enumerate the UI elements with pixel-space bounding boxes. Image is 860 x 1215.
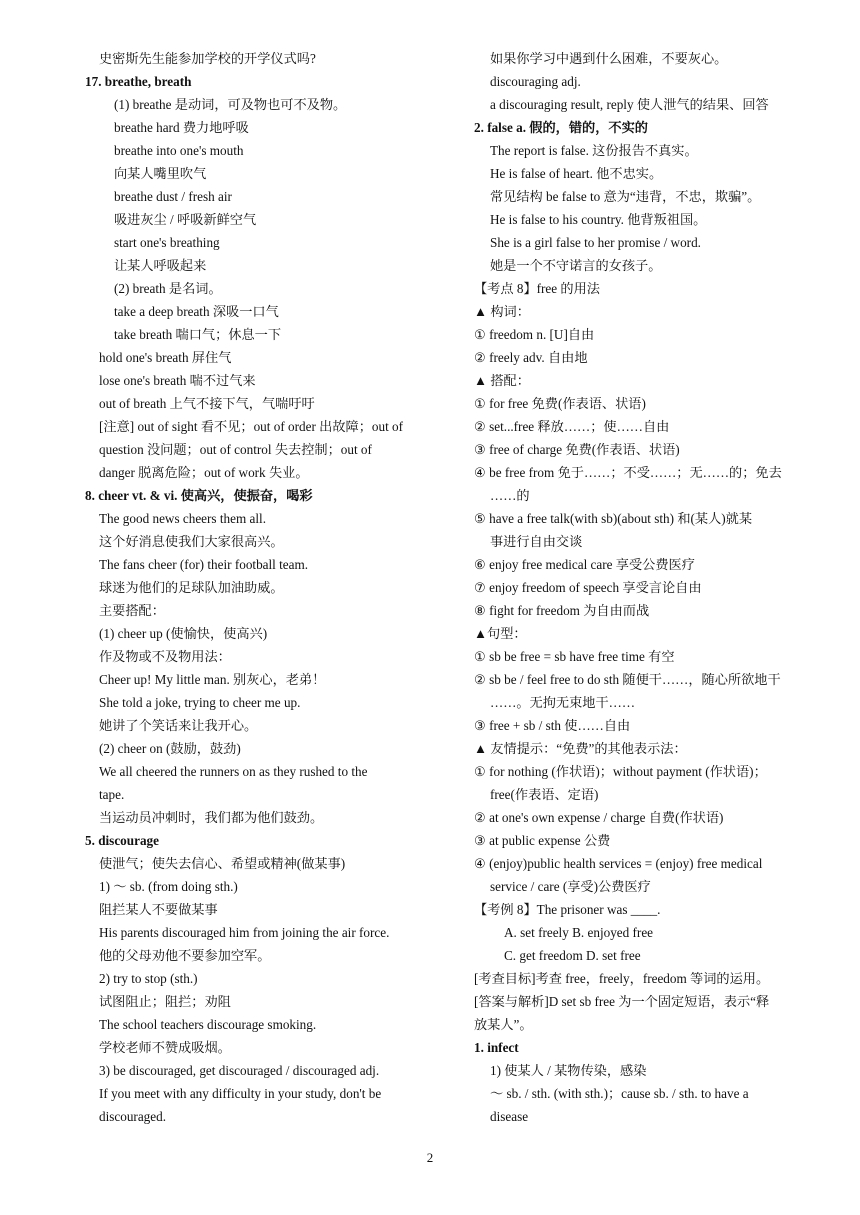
- right-column-line: ② at one's own expense / charge 自费(作状语): [474, 810, 724, 825]
- right-column-line: 1) 使某人 / 某物传染，感染: [490, 1063, 647, 1078]
- left-column-line: take a deep breath 深吸一口气: [114, 304, 279, 319]
- left-column-line: 史密斯先生能参加学校的开学仪式吗?: [99, 51, 316, 66]
- right-column-line: 【考例 8】The prisoner was ____.: [474, 902, 661, 917]
- right-column-line: ① freedom n. [U]自由: [474, 327, 595, 342]
- right-column-line: ⑥ enjoy free medical care 享受公费医疗: [474, 557, 695, 572]
- right-column-line: 放某人”。: [474, 1017, 533, 1032]
- left-column-line: The good news cheers them all.: [99, 511, 266, 526]
- right-column-line: 事进行自由交谈: [490, 534, 583, 549]
- right-column-line: ▲句型：: [474, 626, 527, 641]
- right-column-line: ③ at public expense 公费: [474, 833, 611, 848]
- right-column-line: ▲ 构词：: [474, 304, 530, 319]
- left-column-line: 8. cheer vt. & vi. 使高兴，使振奋，喝彩: [85, 488, 313, 503]
- right-column-line: ① for nothing (作状语)；without payment (作状语)；: [474, 764, 767, 779]
- right-column-line: ⑧ fight for freedom 为自由而战: [474, 603, 650, 618]
- left-column-line: take breath 喘口气；休息一下: [114, 327, 282, 342]
- right-column-line: ② sb be / feel free to do sth 随便干……，随心所欲地干: [474, 672, 781, 687]
- left-column-line: 学校老师不赞成吸烟。: [99, 1040, 231, 1055]
- right-column-line: ④ be free from 免于……；不受……；无……的；免去: [474, 465, 782, 480]
- right-column-line: ⑦ enjoy freedom of speech 享受言论自由: [474, 580, 702, 595]
- left-column-line: 5. discourage: [85, 833, 159, 848]
- right-column-line: free(作表语、定语): [490, 787, 599, 802]
- left-column-line: danger 脱离危险；out of work 失业。: [99, 465, 309, 480]
- left-column-line: Cheer up! My little man. 别灰心，老弟！: [99, 672, 326, 687]
- left-column-line: 试图阻止；阻拦；劝阻: [99, 994, 231, 1009]
- right-column-line: ▲ 搭配：: [474, 373, 530, 388]
- right-column-line: A. set freely B. enjoyed free: [504, 925, 654, 940]
- right-column-line: ② set...free 释放……；使……自由: [474, 419, 670, 434]
- right-column-line: 2. false a. 假的，错的，不实的: [474, 120, 648, 135]
- left-column-line: She told a joke, trying to cheer me up.: [99, 695, 301, 710]
- left-column-line: We all cheered the runners on as they rushed to the: [99, 764, 368, 779]
- left-column-line: [注意] out of sight 看不见；out of order 出故障；out of: [99, 419, 404, 434]
- left-column-line: If you meet with any difficulty in your study, don't be: [99, 1086, 382, 1101]
- left-column-line: 她讲了个笑话来让我开心。: [99, 718, 258, 733]
- left-column-line: 阻拦某人不要做某事: [99, 902, 218, 917]
- right-column-line: ③ free + sb / sth 使……自由: [474, 718, 631, 733]
- right-column-line: ② freely adv. 自由地: [474, 350, 588, 365]
- left-column-line: tape.: [99, 787, 125, 802]
- right-column-line: discouraging adj.: [490, 74, 581, 89]
- left-column-line: 让某人呼吸起来: [114, 258, 207, 273]
- left-column-line: The fans cheer (for) their football team.: [99, 557, 309, 572]
- right-column-line: a discouraging result, reply 使人泄气的结果、回答: [490, 97, 769, 112]
- right-column-line: 她是一个不守诺言的女孩子。: [490, 258, 662, 273]
- left-column-line: 向某人嘴里吹气: [114, 166, 207, 181]
- left-column-line: 1) ～ sb. (from doing sth.): [99, 879, 238, 894]
- right-column-line: [考查目标]考查 free，freely，freedom 等词的运用。: [474, 971, 770, 986]
- left-column-line: 当运动员冲刺时，我们都为他们鼓劲。: [99, 810, 324, 825]
- left-column-line: hold one's breath 屏住气: [99, 350, 232, 365]
- left-column-line: (2) cheer on (鼓励，鼓劲): [99, 741, 241, 756]
- left-column-line: question 没问题；out of control 失去控制；out of: [99, 442, 372, 457]
- left-column-line: lose one's breath 喘不过气来: [99, 373, 256, 388]
- left-column-line: (1) cheer up (使愉快，使高兴): [99, 626, 268, 641]
- left-column-line: breathe dust / fresh air: [114, 189, 232, 204]
- right-column-line: 如果你学习中遇到什么困难，不要灰心。: [490, 51, 728, 66]
- right-column-line: She is a girl false to her promise / word.: [490, 235, 701, 250]
- left-column-line: discouraged.: [99, 1109, 167, 1124]
- left-column-line: 作及物或不及物用法：: [99, 649, 231, 664]
- left-column-line: breathe into one's mouth: [114, 143, 244, 158]
- right-column-line: The report is false. 这份报告不真实。: [490, 143, 698, 158]
- left-column-line: (1) breathe 是动词，可及物也可不及物。: [114, 97, 347, 112]
- page-number: 2: [426, 1150, 434, 1165]
- right-column-line: service / care (享受)公费医疗: [490, 879, 651, 894]
- right-column-line: ～ sb. / sth. (with sth.)；cause sb. / sth. to have a: [490, 1086, 749, 1101]
- left-column-line: 使泄气；使失去信心、希望或精神(做某事): [99, 856, 346, 871]
- left-column-line: start one's breathing: [114, 235, 220, 250]
- left-column-line: (2) breath 是名词。: [114, 281, 222, 296]
- right-column-line: 1. infect: [474, 1040, 519, 1055]
- left-column-line: out of breath 上气不接下气，气喘吁吁: [99, 396, 315, 411]
- right-column-line: 【考点 8】free 的用法: [474, 281, 600, 296]
- right-column: [474, 47, 834, 1128]
- right-column-line: He is false of heart. 他不忠实。: [490, 166, 663, 181]
- right-column-line: C. get freedom D. set free: [504, 948, 641, 963]
- right-column-line: ……的: [490, 488, 530, 503]
- right-column-line: disease: [490, 1109, 529, 1124]
- right-column-line: ③ free of charge 免费(作表语、状语): [474, 442, 680, 457]
- left-column-line: 2) try to stop (sth.): [99, 971, 198, 986]
- left-column-line: 这个好消息使我们大家很高兴。: [99, 534, 284, 549]
- right-column-line: ④ (enjoy)public health services = (enjoy) free medical: [474, 856, 763, 871]
- right-column-line: ① for free 免费(作表语、状语): [474, 396, 646, 411]
- right-column-line: ⑤ have a free talk(with sb)(about sth) 和(某人)就某: [474, 511, 753, 526]
- right-column-line: ▲ 友情提示：“免费”的其他表示法：: [474, 741, 687, 756]
- right-column-line: 常见结构 be false to 意为“违背，不忠，欺骗”。: [490, 189, 761, 204]
- left-column: [85, 47, 450, 1128]
- left-column-line: The school teachers discourage smoking.: [99, 1017, 317, 1032]
- left-column-line: 吸进灰尘 / 呼吸新鲜空气: [114, 212, 257, 227]
- left-column-line: 球迷为他们的足球队加油助威。: [99, 580, 284, 595]
- right-column-line: ……。无拘无束地干……: [490, 695, 636, 710]
- left-column-line: breathe hard 费力地呼吸: [114, 120, 249, 135]
- right-column-line: ① sb be free = sb have free time 有空: [474, 649, 675, 664]
- right-column-line: [答案与解析]D set sb free 为一个固定短语，表示“释: [474, 994, 770, 1009]
- left-column-line: 主要搭配：: [99, 603, 165, 618]
- right-column-line: He is false to his country. 他背叛祖国。: [490, 212, 707, 227]
- left-column-line: His parents discouraged him from joining the air force.: [99, 925, 390, 940]
- left-column-line: 17. breathe, breath: [85, 74, 192, 89]
- left-column-line: 3) be discouraged, get discouraged / discouraged adj.: [99, 1063, 380, 1078]
- left-column-line: 他的父母劝他不要参加空军。: [99, 948, 271, 963]
